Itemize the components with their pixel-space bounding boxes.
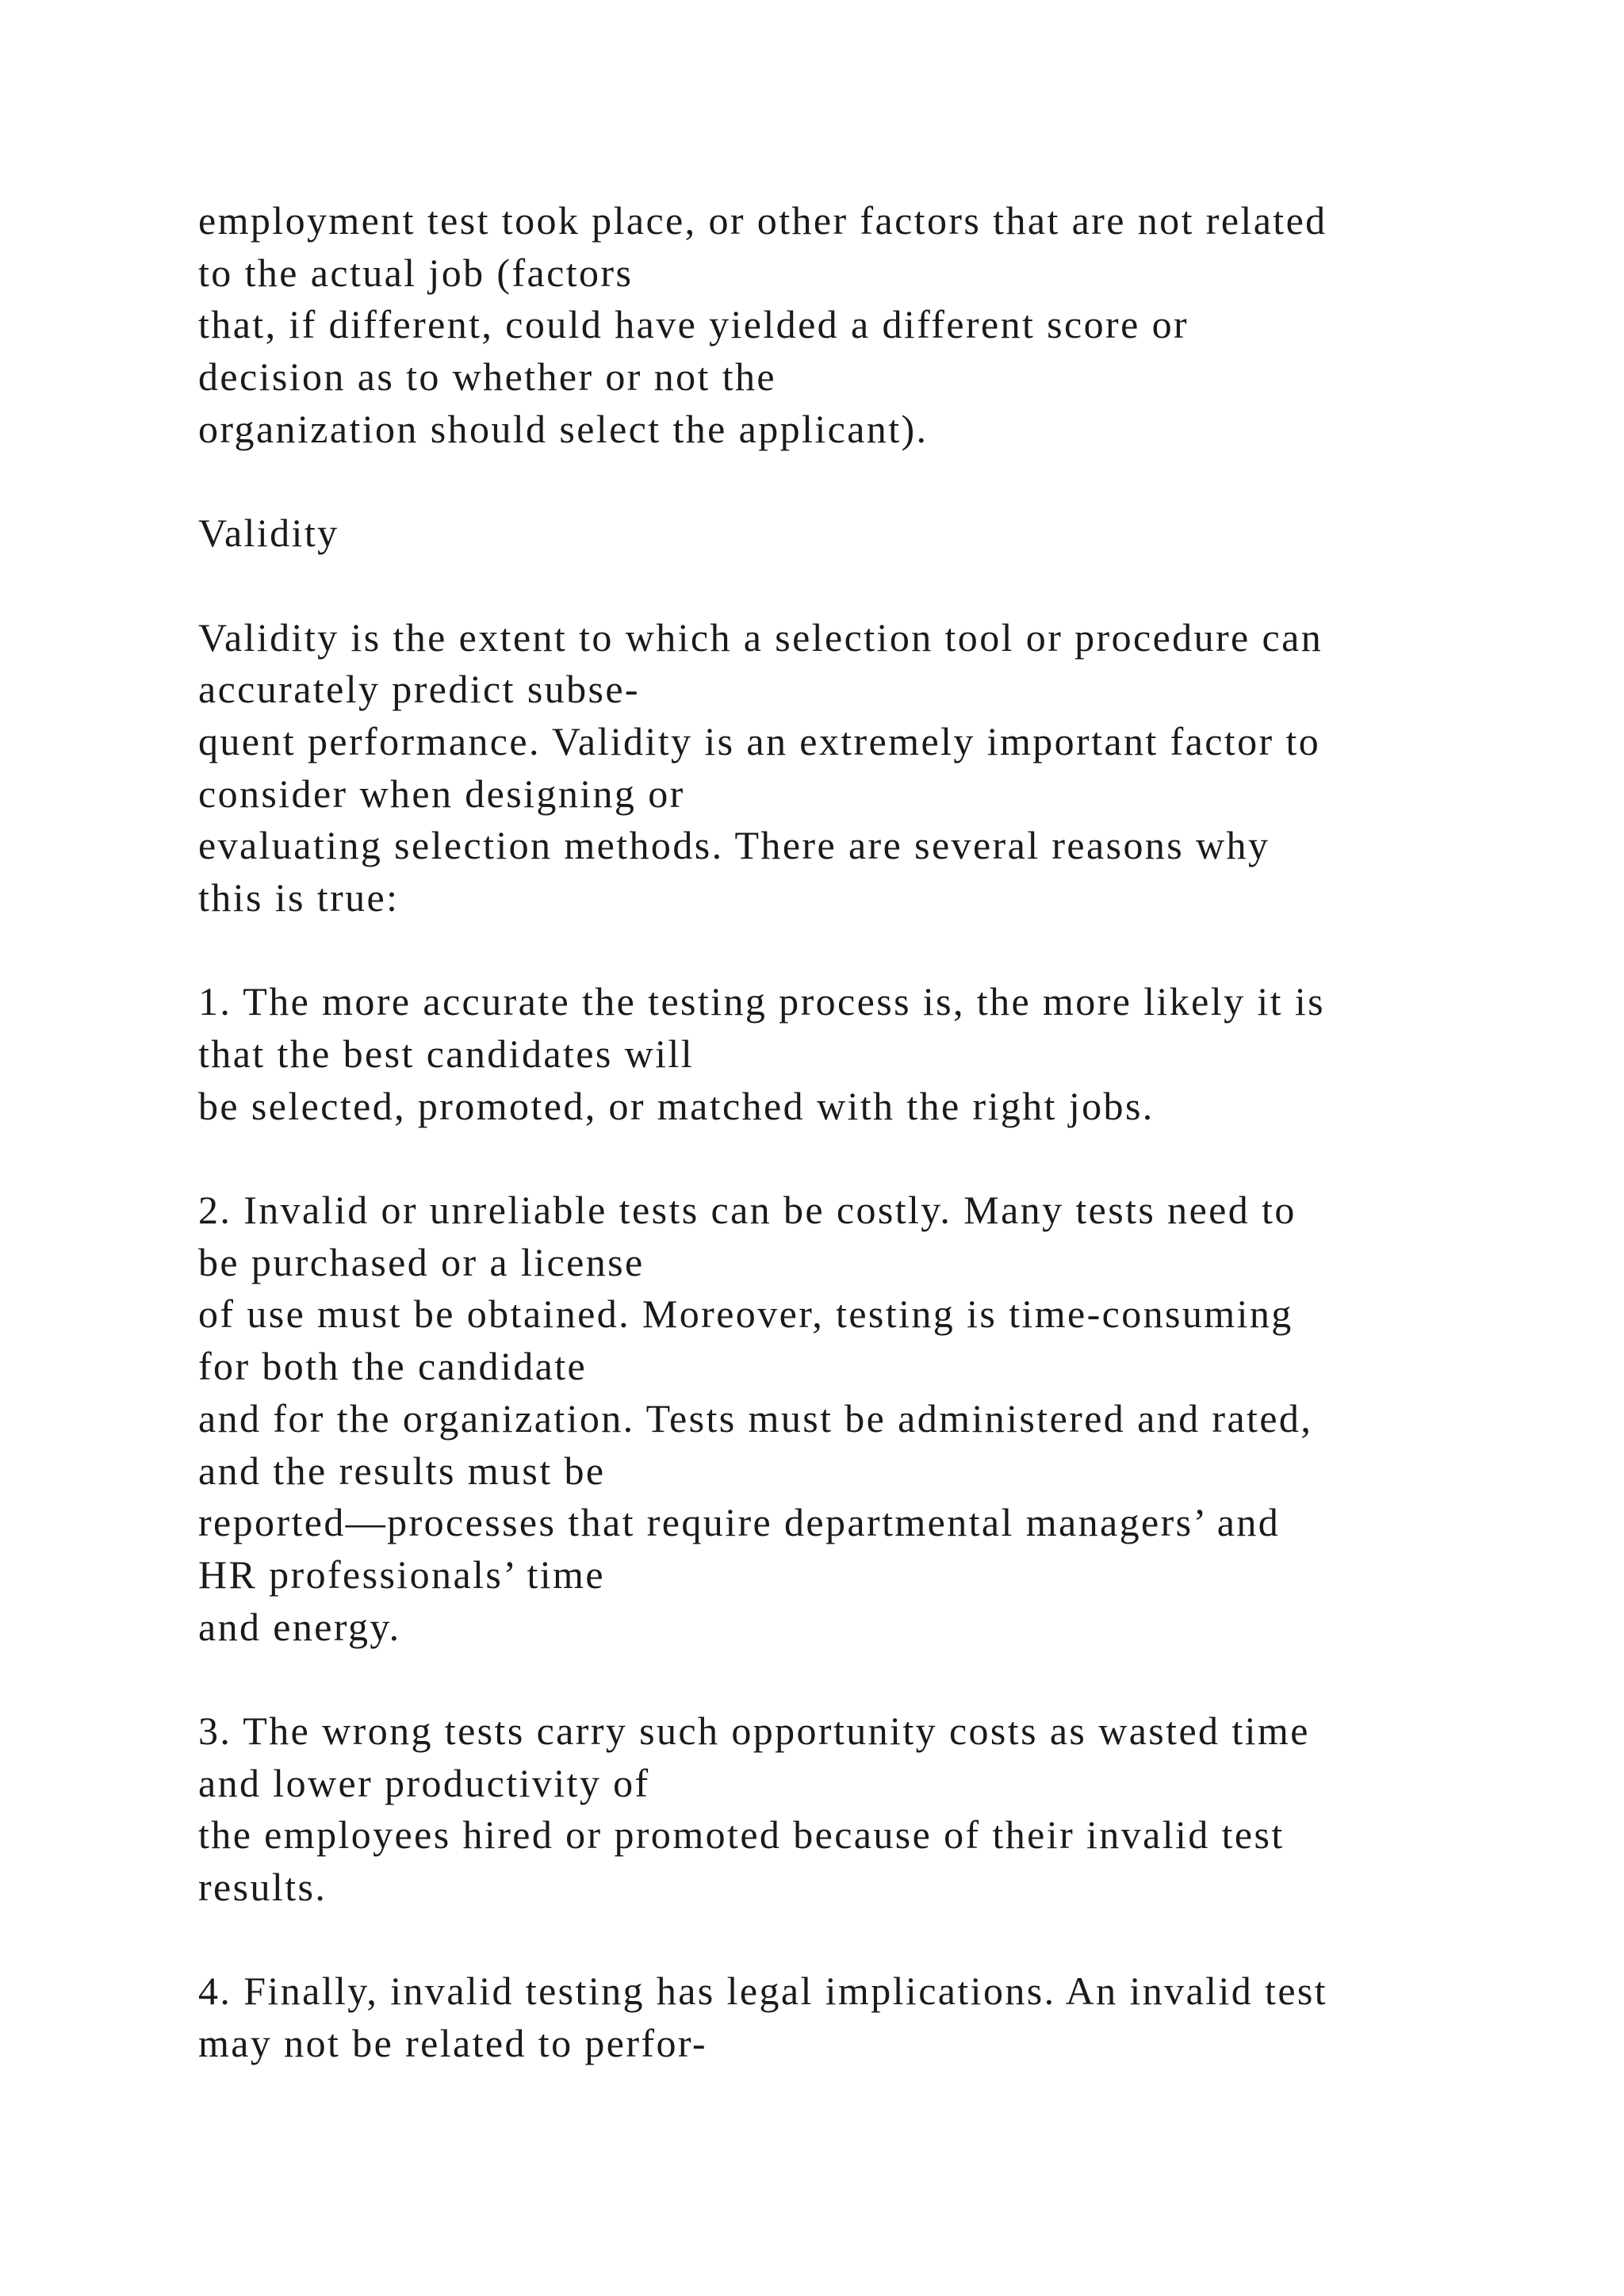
- text-line: reported—processes that require departmental managers’ and: [198, 1500, 1281, 1545]
- text-line: HR professionals’ time: [198, 1552, 605, 1597]
- reason-item-4: [198, 1965, 1499, 2069]
- paragraph-gap: [198, 1914, 1499, 1966]
- text-line: and the results must be: [198, 1448, 606, 1493]
- definition-paragraph: [198, 612, 1499, 924]
- paragraph-gap: [198, 924, 1499, 977]
- text-line: organization should select the applicant).: [198, 406, 929, 451]
- text-line: may not be related to perfor-: [198, 2021, 707, 2066]
- text-line: and for the organization. Tests must be administered and rated,: [198, 1395, 1313, 1441]
- text-line: 3. The wrong tests carry such opportunity costs as wasted time: [198, 1708, 1310, 1753]
- text-line: decision as to whether or not the: [198, 354, 777, 400]
- text-line: consider when designing or: [198, 771, 685, 816]
- reason-item-2: [198, 1184, 1499, 1653]
- paragraph-gap: [198, 560, 1499, 612]
- text-line: be selected, promoted, or matched with the right jobs.: [198, 1083, 1155, 1128]
- text-line: for both the candidate: [198, 1344, 588, 1389]
- text-line: evaluating selection methods. There are several reasons why: [198, 823, 1270, 868]
- text-line: and energy.: [198, 1604, 401, 1649]
- text-line: that, if different, could have yielded a different score or: [198, 302, 1189, 347]
- text-line: quent performance. Validity is an extremely important factor to: [198, 718, 1321, 763]
- intro-paragraph: [198, 195, 1499, 455]
- text-line: results.: [198, 1865, 327, 1909]
- text-line: to the actual job (factors: [198, 250, 634, 295]
- reason-item-1: [198, 976, 1499, 1132]
- text-line: and lower productivity of: [198, 1760, 650, 1805]
- text-line: 2. Invalid or unreliable tests can be costly. Many tests need to: [198, 1188, 1297, 1233]
- text-line: 4. Finally, invalid testing has legal implications. An invalid test: [198, 1969, 1328, 2014]
- text-line: employment test took place, or other factors that are not related: [198, 198, 1327, 243]
- section-heading: Validity: [198, 511, 339, 556]
- document-body: [198, 195, 1499, 2070]
- paragraph-gap: [198, 1653, 1499, 1705]
- paragraph-gap: [198, 1132, 1499, 1184]
- text-line: Validity is the extent to which a selection tool or procedure can: [198, 614, 1323, 660]
- text-line: accurately predict subse-: [198, 667, 640, 712]
- text-line: the employees hired or promoted because of their invalid test: [198, 1812, 1285, 1858]
- text-line: be purchased or a license: [198, 1239, 645, 1284]
- text-line: of use must be obtained. Moreover, testing is time-consuming: [198, 1292, 1293, 1337]
- text-line: this is true:: [198, 874, 400, 920]
- reason-item-3: [198, 1705, 1499, 1914]
- text-line: 1. The more accurate the testing process is, the more likely it is: [198, 979, 1325, 1024]
- text-line: that the best candidates will: [198, 1031, 694, 1076]
- paragraph-gap: [198, 455, 1499, 507]
